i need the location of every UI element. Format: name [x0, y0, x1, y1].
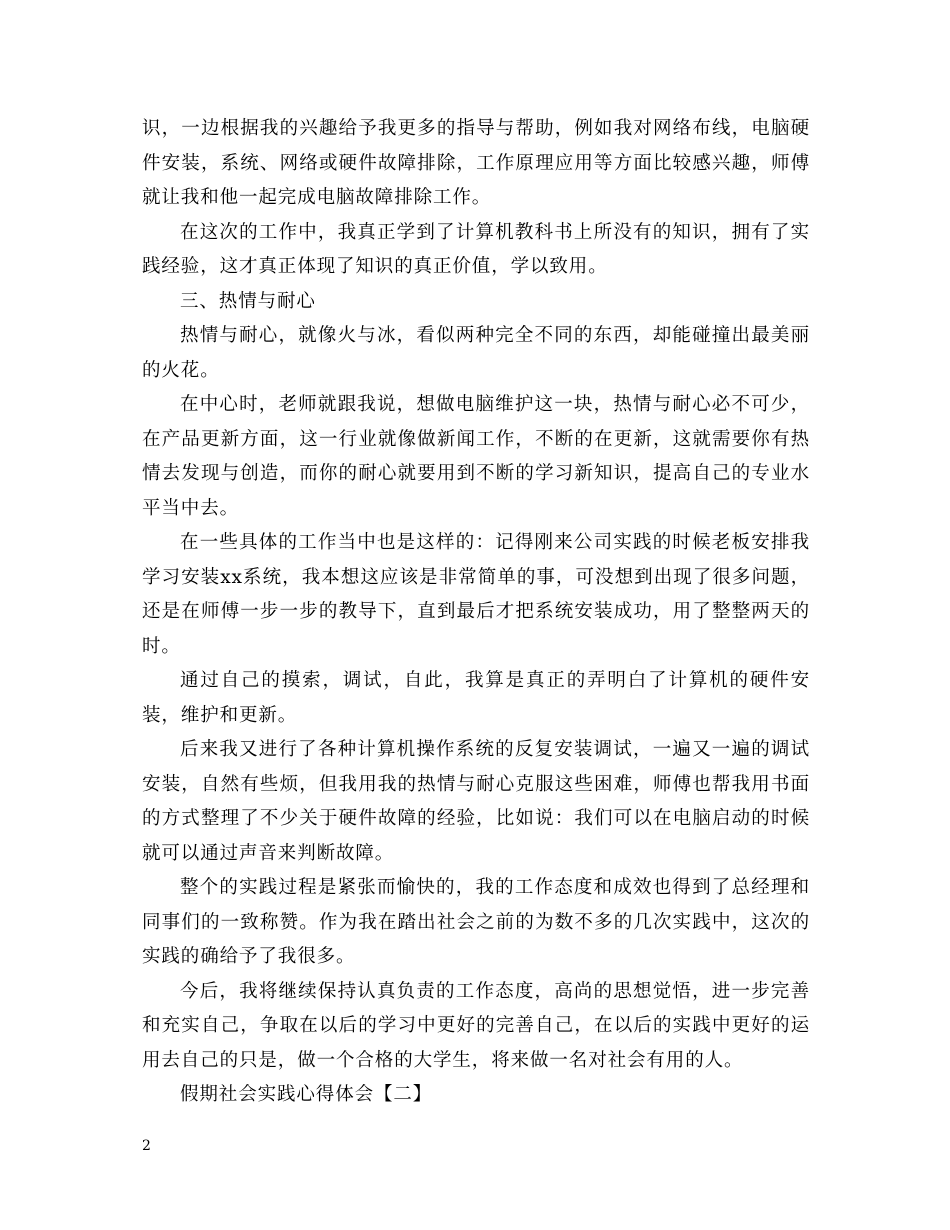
paragraph-future-plans: 今后，我将继续保持认真负责的工作态度，高尚的思想觉悟，进一步完善和充实自己，争取在以后的学习中更好的完善自己，在以后的实践中更好的运用去自己的只是，做一个合格的大学生，将来做一名对社会有用的人。 [142, 980, 810, 1071]
paragraph-self-exploration: 通过自己的摸索，调试，自此，我算是真正的弄明白了计算机的硬件安装，维护和更新。 [142, 670, 810, 726]
paragraph-system-install: 在一些具体的工作当中也是这样的：记得刚来公司实践的时候老板安排我学习安装xx系统，我本想这应该是非常简单的事，可没想到出现了很多问题，还是在师傅一步一步的教导下，直到最后才把系统安装成功，用了整整两天的时。 [142, 532, 810, 657]
page-number: 2 [142, 1138, 151, 1154]
paragraph-practice-experience: 在这次的工作中，我真正学到了计算机教科书上所没有的知识，拥有了实践经验，这才真正体现了知识的真正价值，学以致用。 [142, 221, 810, 277]
paragraph-whole-process: 整个的实践过程是紧张而愉快的，我的工作态度和成效也得到了总经理和同事们的一致称赞。作为我在踏出社会之前的为数不多的几次实践中，这次的实践的确给予了我很多。 [142, 877, 810, 967]
paragraph-fire-and-ice: 热情与耐心，就像火与冰，看似两种完全不同的东西，却能碰撞出最美丽的火花。 [142, 325, 810, 381]
paragraph-continuation: 识，一边根据我的兴趣给予我更多的指导与帮助，例如我对网络布线，电脑硬件安装，系统、网络或硬件故障排除，工作原理应用等方面比较感兴趣，师傅就让我和他一起完成电脑故障排除工作。 [142, 118, 810, 208]
section-heading-enthusiasm-patience: 三、热情与耐心 [180, 290, 316, 312]
section-title-part-two: 假期社会实践心得体会【二】 [180, 1084, 433, 1105]
paragraph-repeated-debugging: 后来我又进行了各种计算机操作系统的反复安装调试，一遍又一遍的调试安装，自然有些烦，但我用我的热情与耐心克服这些困难，师傅也帮我用书面的方式整理了不少关于硬件故障的经验，比如说：我们可以在电脑启动的时候就可以通过声音来判断故障。 [142, 739, 810, 864]
document-body [142, 112, 810, 1113]
paragraph-teacher-advice: 在中心时，老师就跟我说，想做电脑维护这一块，热情与耐心必不可少，在产品更新方面，这一行业就像做新闻工作，不断的在更新，这就需要你有热情去发现与创造，而你的耐心就要用到不断的学习新知识，提高自己的专业水平当中去。 [142, 394, 810, 519]
